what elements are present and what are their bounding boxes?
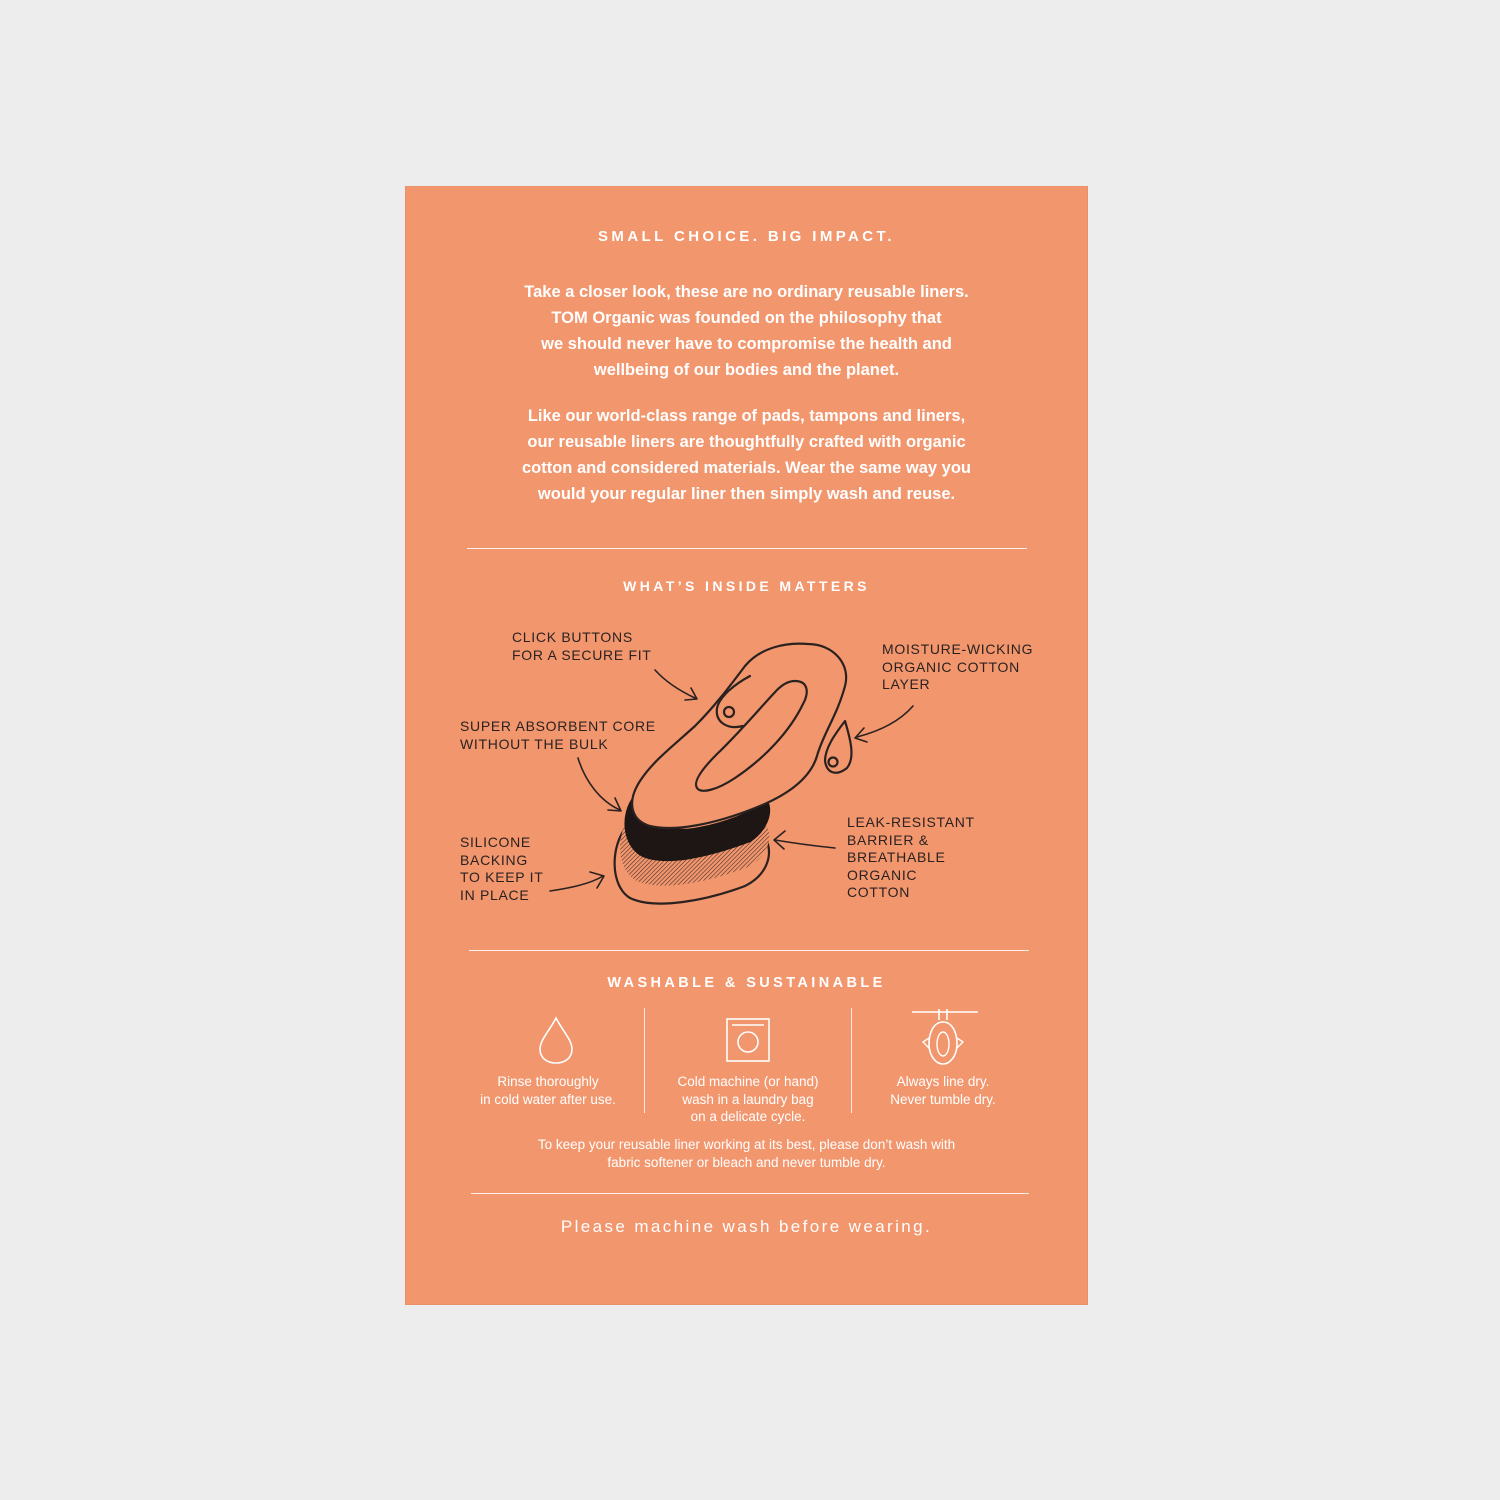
washing-machine-icon: [726, 1018, 772, 1062]
intro-heading: SMALL CHOICE. BIG IMPACT.: [598, 228, 895, 245]
callout-line: WITHOUT THE BULK: [460, 735, 609, 752]
caption-line: Rinse thoroughly: [497, 1074, 599, 1089]
caption-line: in cold water after use.: [480, 1091, 616, 1107]
intro-p1-line: we should never have to compromise the health and: [541, 335, 952, 353]
callout-line: LAYER: [882, 676, 931, 692]
callout-line: IN PLACE: [460, 886, 530, 903]
callout-line: CLICK BUTTONS: [512, 629, 633, 645]
callout-line: SUPER ABSORBENT CORE: [460, 718, 656, 734]
caption-line: Cold machine (or hand): [677, 1074, 819, 1089]
care-caption-rinse: [448, 1073, 648, 1108]
care-note: [405, 1136, 1088, 1171]
intro-p2-line: cotton and considered materials. Wear the same way you: [521, 459, 971, 477]
callout-line: FOR A SECURE FIT: [512, 646, 652, 663]
divider: [469, 950, 1029, 951]
note-line: fabric softener or bleach and never tumble dry.: [607, 1154, 886, 1170]
intro-p1-line: Take a closer look, these are no ordinary reusable liners.: [524, 283, 969, 301]
inside-heading: WHAT’S INSIDE MATTERS: [623, 578, 870, 594]
line-dry-icon: [910, 1008, 980, 1068]
water-drop-icon: [538, 1016, 578, 1066]
callout-line: BARRIER &: [847, 831, 929, 848]
intro-p2-line: Like our world-class range of pads, tampons and liners,: [527, 407, 966, 425]
caption-line: on a delicate cycle.: [690, 1109, 806, 1124]
callout-line: MOISTURE-WICKING: [882, 641, 1034, 657]
care-caption-wash: [648, 1073, 848, 1126]
intro-p1-line: TOM Organic was founded on the philosophy that: [551, 309, 942, 327]
caption-line: wash in a laundry bag: [682, 1091, 814, 1107]
callout-line: ORGANIC COTTON: [882, 658, 1020, 675]
product-box-back: [405, 186, 1088, 1305]
callout-line: SILICONE: [460, 834, 531, 850]
footer-instruction: Please machine wash before wearing.: [560, 1217, 933, 1236]
care-heading: WASHABLE & SUSTAINABLE: [607, 975, 886, 991]
callout-line: TO KEEP IT: [460, 869, 544, 885]
intro-p2-line: would your regular liner then simply wash and reuse.: [537, 485, 956, 503]
divider: [471, 1193, 1029, 1194]
callout-line: BREATHABLE: [847, 849, 946, 865]
care-caption-dry: [843, 1073, 1043, 1108]
callout-line: BACKING: [460, 851, 528, 868]
callout-line: COTTON: [847, 884, 911, 900]
intro-p2-line: our reusable liners are thoughtfully crafted with organic: [527, 433, 966, 451]
intro-p1-line: wellbeing of our bodies and the planet.: [593, 361, 900, 379]
caption-line: Never tumble dry.: [890, 1091, 996, 1107]
caption-line: Always line dry.: [896, 1074, 990, 1089]
callout-line: ORGANIC: [847, 866, 918, 883]
callout-line: LEAK-RESISTANT: [847, 814, 975, 830]
note-line: To keep your reusable liner working at its best, please don’t wash with: [537, 1137, 956, 1152]
